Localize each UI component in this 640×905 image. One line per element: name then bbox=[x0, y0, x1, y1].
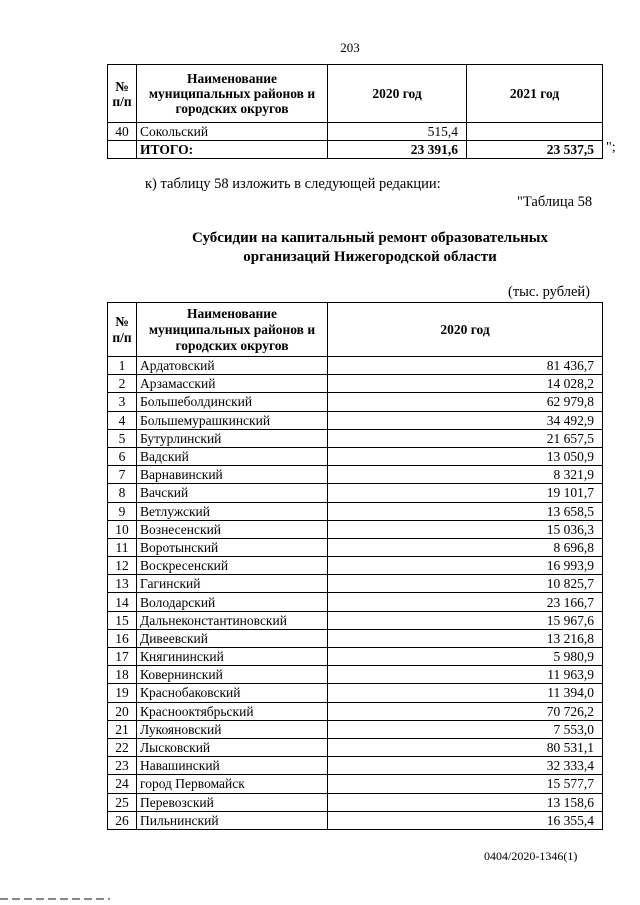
table-row bbox=[108, 757, 603, 775]
row-name: Лукояновский bbox=[137, 720, 328, 738]
amendment-paragraph: к) таблицу 58 изложить в следующей редакции: bbox=[145, 176, 441, 192]
row-number: 14 bbox=[108, 593, 137, 611]
row-number: 12 bbox=[108, 557, 137, 575]
row-value: 15 036,3 bbox=[328, 520, 603, 538]
header-2020: 2020 год bbox=[328, 303, 603, 357]
row-name: Перевозский bbox=[137, 793, 328, 811]
table-row bbox=[108, 123, 603, 141]
table-row bbox=[108, 575, 603, 593]
row-number: 2 bbox=[108, 375, 137, 393]
header-number: № п/п bbox=[108, 303, 137, 357]
row-value: 14 028,2 bbox=[328, 375, 603, 393]
row-number: 40 bbox=[108, 123, 137, 141]
row-value: 62 979,8 bbox=[328, 393, 603, 411]
table-row bbox=[108, 648, 603, 666]
row-name: Варнавинский bbox=[137, 466, 328, 484]
row-value: 19 101,7 bbox=[328, 484, 603, 502]
subsidies-table bbox=[107, 302, 603, 830]
header-name: Наименование муниципальных районов и городских округов bbox=[137, 303, 328, 357]
row-name: Воскресенский bbox=[137, 557, 328, 575]
row-number: 10 bbox=[108, 520, 137, 538]
row-name: Арзамасский bbox=[137, 375, 328, 393]
row-value: 10 825,7 bbox=[328, 575, 603, 593]
row-number: 21 bbox=[108, 720, 137, 738]
row-number: 3 bbox=[108, 393, 137, 411]
row-name: Вачский bbox=[137, 484, 328, 502]
row-value: 13 050,9 bbox=[328, 447, 603, 465]
header-number: № п/п bbox=[108, 65, 137, 123]
table-row bbox=[108, 502, 603, 520]
table-row bbox=[108, 411, 603, 429]
row-name: Воротынский bbox=[137, 538, 328, 556]
table-row bbox=[108, 720, 603, 738]
row-name: Сокольский bbox=[137, 123, 328, 141]
table-row bbox=[108, 393, 603, 411]
row-number: 25 bbox=[108, 793, 137, 811]
row-name: Ветлужский bbox=[137, 502, 328, 520]
row-value: 23 166,7 bbox=[328, 593, 603, 611]
row-name: Дивеевский bbox=[137, 629, 328, 647]
table-row bbox=[108, 775, 603, 793]
row-number: 17 bbox=[108, 648, 137, 666]
table-row bbox=[108, 684, 603, 702]
table-row bbox=[108, 429, 603, 447]
row-name: Пильнинский bbox=[137, 811, 328, 829]
table-row bbox=[108, 629, 603, 647]
row-name: Навашинский bbox=[137, 757, 328, 775]
row-name: Гагинский bbox=[137, 575, 328, 593]
row-number: 18 bbox=[108, 666, 137, 684]
row-number: 24 bbox=[108, 775, 137, 793]
row-value: 16 993,9 bbox=[328, 557, 603, 575]
document-code: 0404/2020-1346(1) bbox=[484, 849, 578, 863]
row-name: Бутурлинский bbox=[137, 429, 328, 447]
row-name: город Первомайск bbox=[137, 775, 328, 793]
previous-table-continuation bbox=[107, 64, 603, 159]
row-2021 bbox=[467, 123, 603, 141]
row-number: 4 bbox=[108, 411, 137, 429]
row-name: Большеболдинский bbox=[137, 393, 328, 411]
row-number: 5 bbox=[108, 429, 137, 447]
row-number: 19 bbox=[108, 684, 137, 702]
row-value: 21 657,5 bbox=[328, 429, 603, 447]
table-row bbox=[108, 557, 603, 575]
total-label: ИТОГО: bbox=[137, 141, 328, 159]
row-value: 11 394,0 bbox=[328, 684, 603, 702]
row-name: Лысковский bbox=[137, 738, 328, 756]
table-row bbox=[108, 447, 603, 465]
table-row bbox=[108, 484, 603, 502]
total-row bbox=[108, 141, 603, 159]
row-value: 13 158,6 bbox=[328, 793, 603, 811]
header-name: Наименование муниципальных районов и городских округов bbox=[137, 65, 328, 123]
table-row bbox=[108, 357, 603, 375]
header-2021: 2021 год bbox=[467, 65, 603, 123]
row-name: Вадский bbox=[137, 447, 328, 465]
closing-quote: "; bbox=[606, 140, 616, 155]
row-number: 9 bbox=[108, 502, 137, 520]
row-value: 11 963,9 bbox=[328, 666, 603, 684]
table-row bbox=[108, 666, 603, 684]
row-number: 7 bbox=[108, 466, 137, 484]
table-row bbox=[108, 611, 603, 629]
header-2020: 2020 год bbox=[328, 65, 467, 123]
row-name: Краснобаковский bbox=[137, 684, 328, 702]
units-label: (тыс. рублей) bbox=[508, 284, 590, 300]
row-name: Краснооктябрьский bbox=[137, 702, 328, 720]
row-value: 70 726,2 bbox=[328, 702, 603, 720]
table-row bbox=[108, 466, 603, 484]
row-number: 8 bbox=[108, 484, 137, 502]
row-number: 13 bbox=[108, 575, 137, 593]
table-row bbox=[108, 375, 603, 393]
row-number: 15 bbox=[108, 611, 137, 629]
table-title bbox=[0, 229, 640, 267]
row-value: 5 980,9 bbox=[328, 648, 603, 666]
row-value: 16 355,4 bbox=[328, 811, 603, 829]
table-row bbox=[108, 520, 603, 538]
page-number: 203 bbox=[340, 40, 360, 55]
row-name: Вознесенский bbox=[137, 520, 328, 538]
table-row bbox=[108, 811, 603, 829]
row-value: 81 436,7 bbox=[328, 357, 603, 375]
row-value: 15 577,7 bbox=[328, 775, 603, 793]
table-caption: "Таблица 58 bbox=[517, 194, 593, 210]
row-number: 1 bbox=[108, 357, 137, 375]
row-number: 11 bbox=[108, 538, 137, 556]
row-name: Ардатовский bbox=[137, 357, 328, 375]
row-value: 13 216,8 bbox=[328, 629, 603, 647]
row-value: 8 321,9 bbox=[328, 466, 603, 484]
row-value: 32 333,4 bbox=[328, 757, 603, 775]
row-name: Дальнеконстантиновский bbox=[137, 611, 328, 629]
total-2020: 23 391,6 bbox=[328, 141, 467, 159]
scan-artifact bbox=[0, 898, 110, 900]
row-name: Володарский bbox=[137, 593, 328, 611]
row-value: 15 967,6 bbox=[328, 611, 603, 629]
row-number: 22 bbox=[108, 738, 137, 756]
row-number: 26 bbox=[108, 811, 137, 829]
row-name: Большемурашкинский bbox=[137, 411, 328, 429]
table-row bbox=[108, 538, 603, 556]
row-name: Княгининский bbox=[137, 648, 328, 666]
row-value: 8 696,8 bbox=[328, 538, 603, 556]
row-value: 34 492,9 bbox=[328, 411, 603, 429]
table-row bbox=[108, 738, 603, 756]
row-number: 23 bbox=[108, 757, 137, 775]
title-line-2: организаций Нижегородской области bbox=[243, 249, 497, 265]
table-row bbox=[108, 593, 603, 611]
row-value: 7 553,0 bbox=[328, 720, 603, 738]
table-row bbox=[108, 702, 603, 720]
row-number: 6 bbox=[108, 447, 137, 465]
row-2020: 515,4 bbox=[328, 123, 467, 141]
row-value: 80 531,1 bbox=[328, 738, 603, 756]
row-number: 16 bbox=[108, 629, 137, 647]
row-name: Ковернинский bbox=[137, 666, 328, 684]
row-value: 13 658,5 bbox=[328, 502, 603, 520]
table-row bbox=[108, 793, 603, 811]
row-number: 20 bbox=[108, 702, 137, 720]
total-2021: 23 537,5 bbox=[467, 141, 603, 159]
title-line-1: Субсидии на капитальный ремонт образовательных bbox=[192, 230, 548, 246]
